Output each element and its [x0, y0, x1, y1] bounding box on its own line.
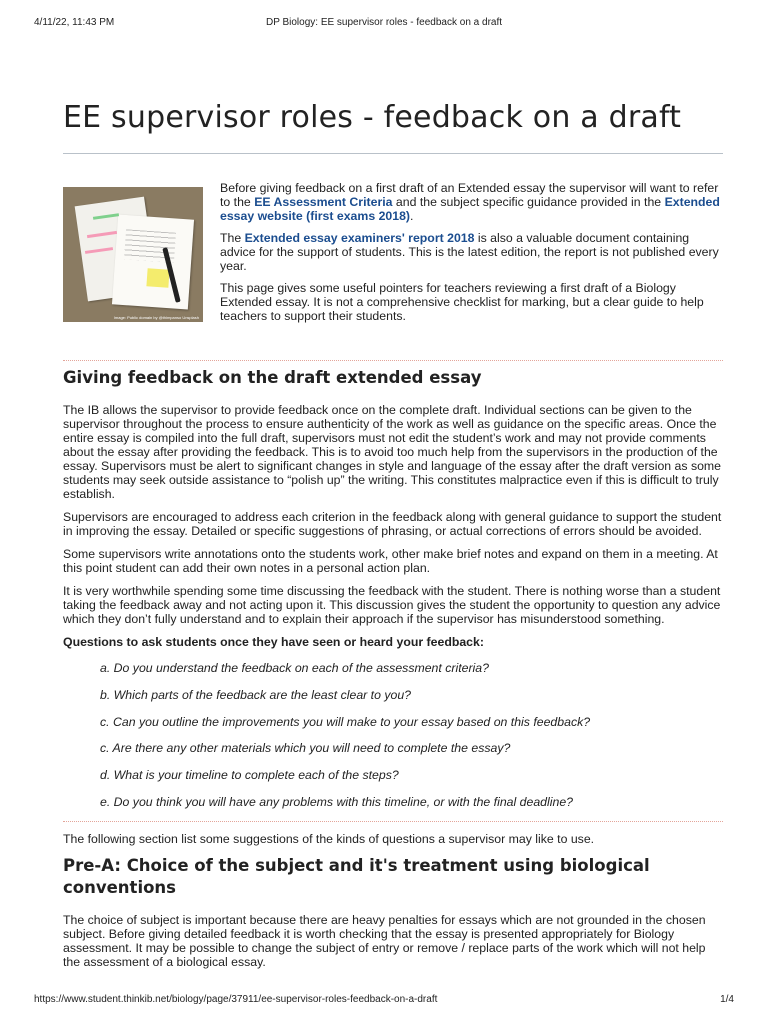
- image-credit: Image: Public domain by @thimpanso Unsplash: [113, 315, 199, 320]
- body-paragraph: The IB allows the supervisor to provide feedback once on the complete draft. Individual sections can be given to the supervisor throughout the process to ensure authenticity of the work as well as guidance on the specific areas. Once the entire essay is compiled into the full draft, supervisors must not edit the student’s work and may not provide comments about the essay after providing the feedback. This is to avoid too much help from the supervisors in the production of the essay. Supervisors must be alert to significant changes in style and language of the essay after the draft version as some students may seek outside assistance to “polish up” the writing. This constitutes malpractice even if this is difficult to truly establish.: [63, 403, 722, 501]
- ee-assessment-criteria-link[interactable]: EE Assessment Criteria: [254, 195, 393, 209]
- section-divider: [63, 360, 723, 361]
- intro-section: [63, 181, 723, 360]
- page-number: 1/4: [720, 994, 734, 1005]
- list-item: d. What is your timeline to complete each of the steps?: [100, 768, 399, 783]
- article-thumbnail-image: [63, 187, 203, 322]
- print-page-title: DP Biology: EE supervisor roles - feedback on a draft: [265, 17, 503, 28]
- body-paragraph: Supervisors are encouraged to address each criterion in the feedback along with general guidance to support the student in improving the essay. Detailed or specific suggestions of phrasing, or actual corrections of errors should be avoided.: [63, 510, 722, 538]
- section-body: [63, 403, 723, 809]
- print-url: https://www.student.thinkib.net/biology/page/37911/ee-supervisor-roles-feedback-on-a-draft: [34, 994, 438, 1005]
- list-item: c. Are there any other materials which you will need to complete the essay?: [100, 741, 511, 756]
- body-paragraph: The choice of subject is important because there are heavy penalties for essays which are not grounded in the chosen subject. Before giving detailed feedback it is worth checking that the essay is presented appropriately for Biology assessment. It may be possible to change the subject of entry or remove / replace parts of the work which will not help the assessment of a biological essay.: [63, 912, 706, 969]
- list-item: b. Which parts of the feedback are the least clear to you?: [100, 687, 412, 702]
- intro-paragraph: This page gives some useful pointers for teachers reviewing a first draft of a Biology Extended essay. It is not a comprehensive checklist for marking, but a clear guide to help teachers to support their students.: [220, 281, 704, 323]
- questions-heading: Questions to ask students once they have seen or heard your feedback:: [63, 635, 484, 649]
- list-item: e. Do you think you will have any problems with this timeline, or with the final deadline?: [100, 794, 573, 809]
- examiners-report-link[interactable]: Extended essay examiners' report 2018: [244, 231, 475, 245]
- article: [63, 98, 723, 969]
- page-title: EE supervisor roles - feedback on a draft: [63, 100, 682, 135]
- section-divider: [63, 821, 723, 822]
- intro-paragraph: [220, 181, 723, 223]
- body-paragraph: Some supervisors write annotations onto the students work, other make brief notes and expand on them in a meeting. At this point student can add their own notes in a personal action plan.: [63, 547, 718, 575]
- text-run: The: [220, 231, 245, 245]
- section-heading-pre-a: Pre-A: Choice of the subject and it's treatment using biological conventions: [63, 855, 650, 897]
- list-item: c. Can you outline the improvements you will make to your essay based on this feedback?: [100, 714, 591, 729]
- section-heading-feedback: Giving feedback on the draft extended essay: [63, 368, 482, 387]
- intro-paragraph: [220, 231, 723, 273]
- transition-paragraph: The following section list some suggestions of the kinds of questions a supervisor may like to use.: [63, 831, 595, 846]
- title-divider: [63, 153, 723, 154]
- intro-text: [220, 181, 723, 331]
- list-item: a. Do you understand the feedback on each of the assessment criteria?: [100, 661, 489, 675]
- print-datetime: 4/11/22, 11:43 PM: [34, 17, 115, 28]
- text-run: Before giving feedback on a first draft of an Extended essay the supervisor will want to refer to the: [220, 181, 719, 209]
- extended-essay-website-link[interactable]: Extended essay website (first exams 2018): [220, 195, 720, 223]
- questions-list: [63, 661, 723, 809]
- body-paragraph: It is very worthwhile spending some time discussing the feedback with the student. There is nothing worse than a student taking the feedback away and not acting upon it. This discussion gives the student the opportunity to question any advice which they don’t fully understand and to explain their approach if the supervisor has misunderstood something.: [63, 584, 721, 626]
- print-footer: [34, 994, 734, 1008]
- text-run: .: [410, 209, 414, 223]
- print-header: [34, 17, 734, 31]
- text-run: and the subject specific guidance provided in the: [392, 195, 665, 209]
- text-run: is also a valuable document containing advice for the support of students. This is the latest edition, the report is not published every year.: [220, 231, 719, 273]
